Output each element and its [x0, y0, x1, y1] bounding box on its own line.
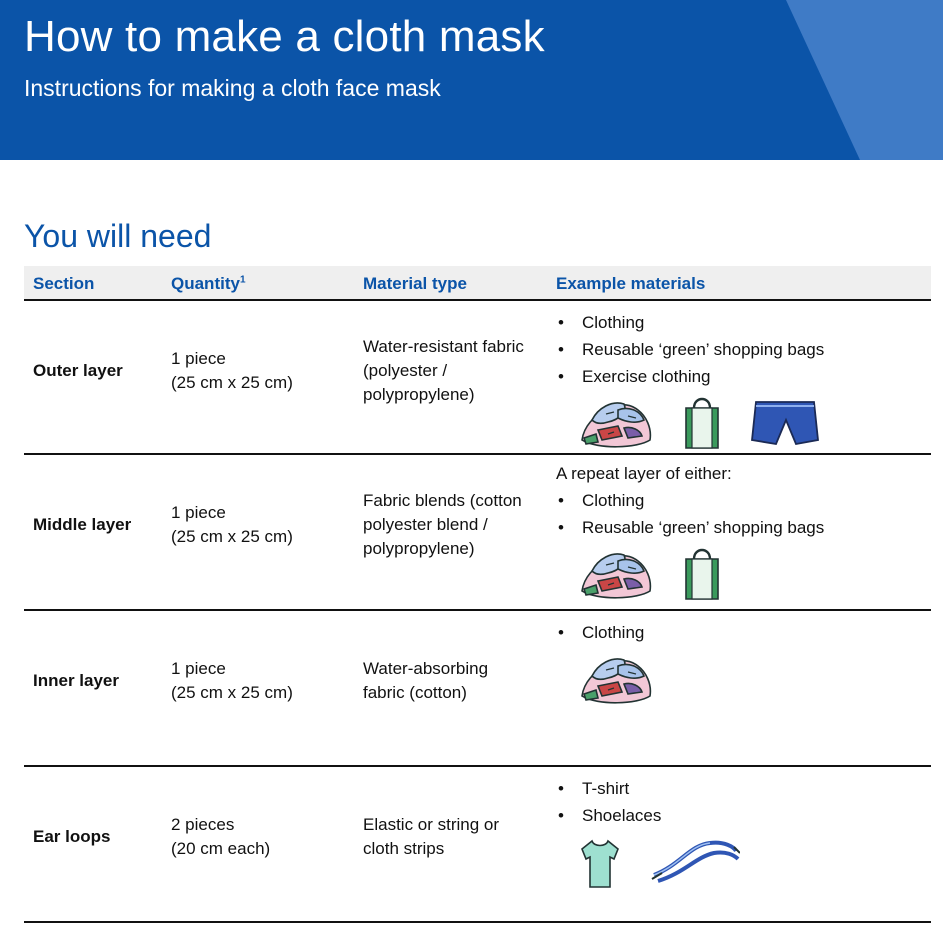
row-example-materials [556, 775, 661, 891]
list-item: • Clothing [556, 619, 644, 646]
row-material-type-line: polypropylene) [363, 385, 475, 404]
header-quantity: Quantity$^1$ [171, 274, 246, 293]
shopping-bag-icon [682, 547, 722, 603]
quantity-footnote: 1 [239, 274, 246, 286]
page-subtitle: Instructions for making a cloth face mask [24, 75, 441, 101]
row-example-materials [556, 619, 644, 708]
row-material-type [363, 335, 524, 407]
example-icons [556, 835, 661, 891]
row-quantity [171, 813, 270, 861]
example-icons [556, 547, 824, 603]
examples-list [556, 619, 644, 646]
table-row [24, 301, 931, 455]
shoelaces-icon [650, 835, 740, 891]
row-material-type-line: polyester blend / [363, 515, 488, 534]
row-quantity [171, 501, 293, 549]
row-section-name: Inner layer [33, 671, 119, 690]
clothes-pile-icon [578, 547, 654, 603]
tshirt-icon [578, 835, 622, 891]
row-example-materials [556, 309, 824, 452]
row-quantity [171, 657, 293, 705]
example-icons [556, 652, 644, 708]
row-quantity-line: 2 pieces [171, 815, 235, 834]
list-item: • Exercise clothing [556, 363, 824, 390]
row-material-type [363, 813, 499, 861]
list-item: • Clothing [556, 487, 824, 514]
row-section-name: Middle layer [33, 515, 132, 534]
row-section-name: Outer layer [33, 361, 123, 380]
examples-list [556, 775, 661, 829]
list-item: • Reusable ‘green’ shopping bags [556, 514, 824, 541]
row-material-type-line: polypropylene) [363, 539, 475, 558]
row-material-type-line: Water-resistant fabric [363, 337, 524, 356]
row-quantity-line: 1 piece [171, 503, 226, 522]
row-material-type [363, 657, 488, 705]
table-header-row [24, 266, 931, 301]
row-material-type-line: Water-absorbing [363, 659, 489, 678]
row-quantity-line: (25 cm x 25 cm) [171, 527, 293, 546]
row-quantity-line: 1 piece [171, 659, 226, 678]
shopping-bag-icon [682, 396, 722, 452]
header-material-type: Material type [363, 274, 467, 293]
row-material-type-line: cloth strips [363, 839, 445, 858]
row-quantity-line: (25 cm x 25 cm) [171, 373, 293, 392]
shorts-icon [750, 396, 820, 452]
list-item: • T-shirt [556, 775, 661, 802]
list-item: • Shoelaces [556, 802, 661, 829]
row-material-type-line: fabric (cotton) [363, 683, 467, 702]
list-item: • Reusable ‘green’ shopping bags [556, 336, 824, 363]
row-quantity-line: (20 cm each) [171, 839, 271, 858]
row-example-materials [556, 461, 824, 603]
list-item: • Clothing [556, 309, 824, 336]
row-quantity-line: 1 piece [171, 349, 226, 368]
clothes-pile-icon [578, 652, 654, 708]
examples-list [556, 309, 824, 390]
row-quantity-line: (25 cm x 25 cm) [171, 683, 293, 702]
examples-intro: A repeat layer of either: [556, 464, 732, 483]
row-material-type-line: Fabric blends (cotton [363, 491, 522, 510]
row-quantity [171, 347, 293, 395]
example-icons [556, 396, 824, 452]
clothes-pile-icon [578, 396, 654, 452]
row-material-type-line: (polyester / [363, 361, 448, 380]
materials-table [24, 266, 931, 923]
header-example-materials: Example materials [556, 274, 706, 293]
row-material-type [363, 489, 522, 561]
page-title: How to make a cloth mask [24, 12, 545, 61]
row-material-type-line: Elastic or string or [363, 815, 500, 834]
examples-list [556, 487, 824, 541]
table-row [24, 611, 931, 767]
header-banner [0, 0, 943, 160]
table-row [24, 455, 931, 611]
header-section: Section [33, 274, 95, 293]
table-row [24, 767, 931, 923]
section-heading: You will need [24, 218, 212, 254]
row-section-name: Ear loops [33, 827, 111, 846]
